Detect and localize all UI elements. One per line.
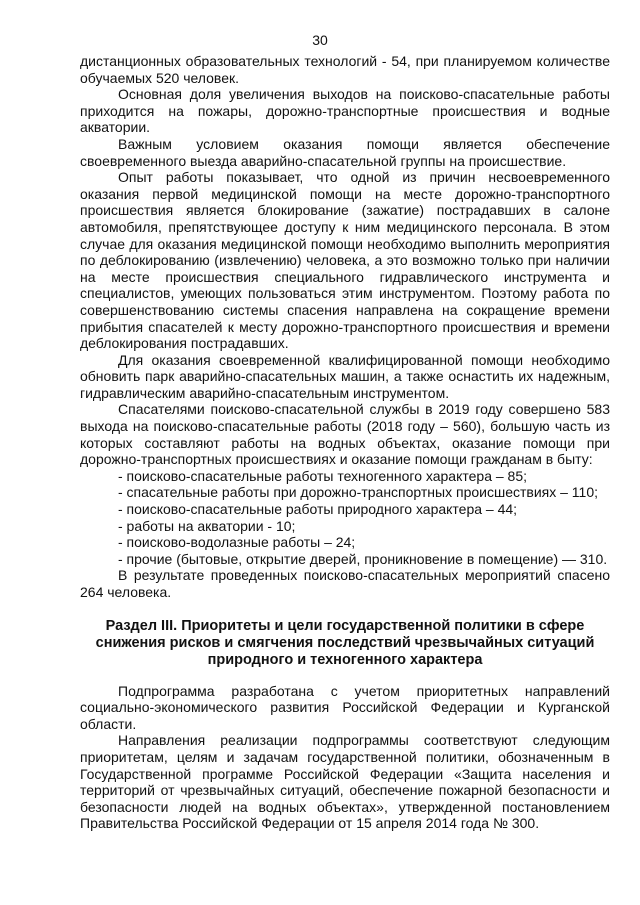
page-number: 30 (312, 32, 328, 48)
list-item: - спасательные работы при дорожно-транспортных происшествиях – 110; (118, 484, 599, 501)
paragraph-equipment: Для оказания своевременной квалифицированной помощи необходимо обновить парк аварийно-спасательных машин, а также оснастить их надежным, гидравлическим аварийно-спасательным инструментом. (80, 351, 610, 401)
section-heading: Раздел III. Приоритеты и цели государственной политики в сфере снижения рисков и смягчения последствий чрезвычайных ситуаций природного и техногенного характера (95, 617, 595, 668)
paragraph-result: В результате проведенных поисково-спасательных мероприятий спасено 264 человека. (80, 567, 610, 600)
paragraph-subprogram: Подпрограмма разработана с учетом приоритетных направлений социально-экономического развития Российской Федерации и Курганской области. (80, 682, 610, 732)
list-item: - прочие (бытовые, открытие дверей, проникновение в помещение) — 310. (118, 550, 608, 567)
paragraph-experience: Опыт работы показывает, что одной из причин несвоевременного оказания первой медицинской помощи на месте дорожно-транспортного происшествия является блокирование (зажатие) пострадавших в салоне автомобиля, препятствующее доступу к ним медицинского персонала. В этом случае для оказания медицинской помощи необходимо выполнить мероприятия по деблокированию (извлечению) человека, а это возможно только при наличии на месте происшествия специального гидравлического инструмента и специалистов, умеющих пользоваться этим инструментом. Поэтому работа по совершенствованию системы спасения направлена на сокращение времени прибытия спасателей к месту дорожно-транспортного происшествия и времени деблокирования пострадавших. (80, 169, 610, 352)
paragraph-important-condition: Важным условием оказания помощи является обеспечение своевременного выезда аварийно-спасательной группы на происшествие. (80, 135, 610, 169)
paragraph-rescuers-2019: Спасателями поисково-спасательной службы в 2019 году совершено 583 выхода на поисково-спасательные работы (2018 году – 560), большую часть из которых составляют работы на водных объектах, оказание помощи при дорожно-транспортных происшествиях и оказание помощи гражданам в быту: (80, 401, 610, 468)
paragraph-main-share: Основная доля увеличения выходов на поисково-спасательные работы приходится на пожары, дорожно-транспортные происшествия и водные акватории. (80, 86, 610, 136)
paragraph-directions: Направления реализации подпрограммы соответствуют следующим приоритетам, целям и задачам государственной политики, обозначенным в Государственной программе Российской Федерации «Защита населения и территорий от чрезвычайных ситуаций, обеспечение пожарной безопасности и безопасности людей на водных объектах», утвержденной постановлением Правительства Российской Федерации от 15 апреля 2014 года № 300. (80, 732, 610, 832)
list-item: - поисково-спасательные работы техногенного характера – 85; (118, 467, 528, 484)
document-body (80, 53, 610, 832)
list-item: - поисково-спасательные работы природного характера – 44; (118, 501, 518, 518)
list-item: - работы на акватории - 10; (118, 517, 296, 534)
list-item: - поисково-водолазные работы – 24; (118, 534, 356, 551)
paragraph-continuation: дистанционных образовательных технологий - 54, при планируемом количестве обучаемых 520 человек. (80, 53, 610, 86)
